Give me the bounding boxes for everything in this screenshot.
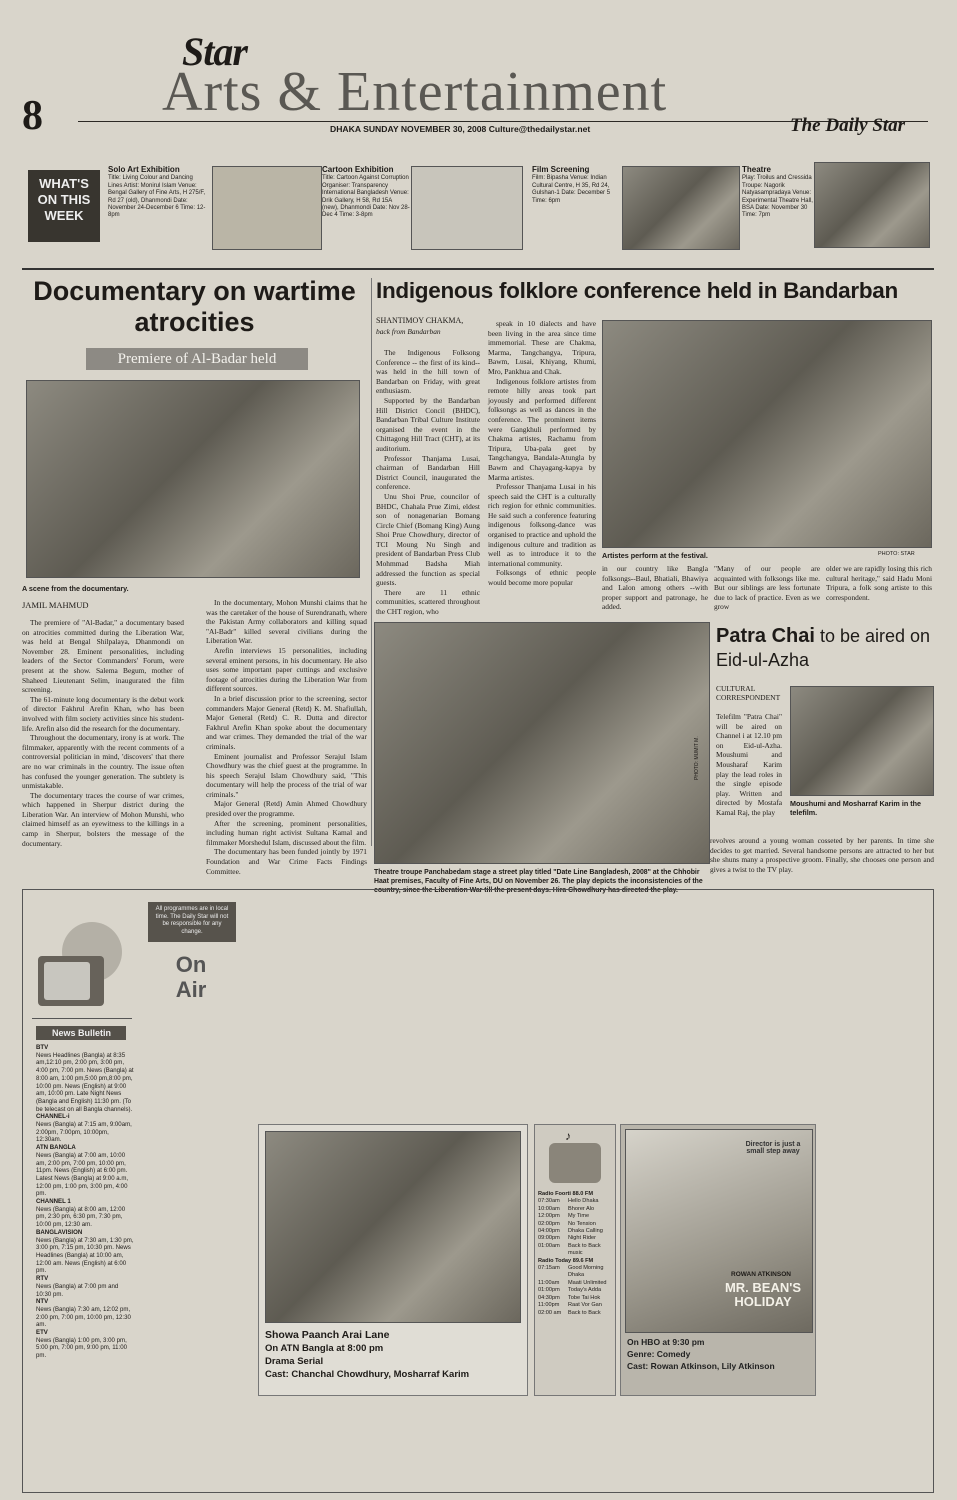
schedule-col-2 — [254, 892, 364, 1132]
promo-drama-photo — [265, 1131, 521, 1323]
folk-caption: Artistes perform at the festival. — [602, 551, 708, 560]
schedule-title: Maati Unlimited — [568, 1279, 607, 1286]
on-air-note: All programmes are in local time. The Daily Star will not be responsible for any change. — [148, 902, 236, 942]
doc-headline: Documentary on wartime atrocities — [33, 276, 356, 337]
schedule-row — [538, 1287, 616, 1294]
schedule-row — [538, 1243, 616, 1258]
promo-drama-line-2: Drama Serial — [265, 1356, 324, 1367]
doc-photo — [26, 380, 360, 578]
promo-drama-line-1: On ATN Bangla at 8:00 pm — [265, 1343, 384, 1354]
folk-photo — [602, 320, 932, 548]
folk-column-5: older we are rapidly losing this rich cultural heritage," said Hadu Moni Tripura, a folk song artiste to this correspondent. — [826, 564, 932, 602]
doc-kicker: Premiere of Al-Badar held — [86, 348, 308, 370]
section-title: Arts & Entertainment — [162, 61, 668, 123]
schedule-time: 10:00am — [538, 1205, 560, 1212]
doc-byline: JAMIL MAHMUD — [22, 600, 89, 610]
schedule-time: 07:15am — [538, 1265, 560, 1272]
schedule-row — [538, 1213, 616, 1220]
patra-photo — [790, 686, 934, 796]
schedule-time: 02:00 am — [538, 1309, 562, 1316]
folk-credit: PHOTO: STAR — [878, 551, 915, 557]
promo-drama-line-3: Cast: Chanchal Chowdhury, Mosharraf Karim — [265, 1369, 470, 1380]
schedule-row — [538, 1198, 616, 1205]
promo-bean-title: MR. BEAN'S HOLIDAY — [724, 1280, 802, 1309]
on-air-title: On Air — [175, 952, 207, 1002]
folk-column-1: The Indigenous Folksong Conference -- the first of its kind-- was held in the hill town of Bandarban on Friday, with great enthusiasm. Supported by the Bandarban Hill District Concil (BHDC), Bandarban Tribal Culture Institute organised the event in the Chittagong Hill Tract (CHT), at its auditorium. Professor Thanjama Lusai, chairman of Bandarban Hill District Council, inaugurated the conference. Unu Shoi Prue, councilor of BHDC, Chahala Prue Zimi, eldest son of nonagenarian Bomang Circle Chief (Bomang King) Aung Shoi Prue Chowdhury, director of TCI Moung Nu Singh and president of Bandarban Press Club Mohmmad Badsha Miah addressed the function as special guests. There are 11 ethnic communities, scattered throughout the CHT region, who — [376, 348, 480, 617]
schedule-bottom-4 — [596, 1392, 706, 1492]
schedule-bottom-3 — [482, 1396, 592, 1492]
schedule-time: 12:00pm — [538, 1213, 560, 1220]
schedule-col-3 — [368, 892, 478, 1132]
music-note-icon: ♪ — [565, 1129, 571, 1143]
radio-box — [534, 1124, 616, 1396]
schedule-time: 09:00pm — [538, 1235, 560, 1242]
week-item-theatre: Theatre Play: Troilus and Cressida Troupe: Nagorik Natyasampradaya Venue: Experimental Theatre Hall, BSA Date: November 30 Time: 7pm — [742, 165, 813, 219]
schedule-title: Today's Adda — [568, 1287, 602, 1294]
section-rule — [22, 268, 934, 270]
week-item-cartoon: Cartoon Exhibition Title: Cartoon Against Corruption Organiser: Transparency International Bangladesh Venue: Drik Gallery, H 58, Rd 15A (new), Dhanmondi Date: Nov 28-Dec 4 Time: 3-8pm — [322, 165, 410, 219]
schedule-time: 07:30am — [538, 1198, 560, 1205]
promo-bean-line-3: Cast: Rowan Atkinson, Lily Atkinson — [627, 1361, 775, 1371]
schedule-title: No Tension — [568, 1220, 596, 1227]
doc-caption: A scene from the documentary. — [22, 584, 129, 593]
schedule-title: Night Rider — [568, 1235, 596, 1242]
schedule-title: Good Morning Dhaka — [568, 1265, 604, 1279]
schedule-col-1 — [140, 1018, 252, 1488]
column-divider — [371, 278, 372, 846]
schedule-time: 11:00pm — [538, 1302, 560, 1309]
art-exhibition-photo — [212, 166, 322, 250]
schedule-bottom-2 — [368, 1396, 478, 1492]
doc-column-2: In the documentary, Mohon Munshi claims that he was the caretaker of the house of Surendranath, where the Pakistan Army collaborators and killing squad "Al-Badr" killed several civilians during the Liberation War. Arefin interviews 15 personalities, including several eminent persons, in his documentary. He also uses some important paper cuttings and exclusive footage of atrocities during the Liberation War from different sources. In a brief discussion prior to the screening, sector commanders Major General (Retd) K. M. Shafiullah, Major General (Retd) C. R. Dutta and director Fakhrul Arefin Khan spoke about the documentary and war crimes. They demanded the trial of the war criminals. Eminent journalist and Professor Serajul Islam Chowdhury was the chief guest at the programme. In his speech Serajul Islam Chowdhury said, "This documentary will help the process of the trial of war criminals." Major General (Retd) Amin Ahmed Chowdhury presided over the programme. After the screening, prominent personalities, including human right activist Sultana Kamal and filmmaker Morshedul Islam, discussed about the film. The documentary has been funded jointly by 1971 Foundation and War Crime Facts Findings Committee. — [206, 598, 367, 876]
schedule-time: 04:30pm — [538, 1294, 560, 1301]
schedule-col-6 — [708, 890, 820, 1132]
week-item-title: Solo Art Exhibition — [108, 165, 180, 174]
schedule-title: My Time — [568, 1213, 590, 1220]
news-bulletin-label: News Bulletin — [36, 1026, 126, 1040]
schedule-row — [538, 1235, 616, 1242]
page-number: 8 — [22, 93, 43, 139]
folk-byline-2: back from Bandarban — [376, 327, 441, 336]
schedule-title: Back to Back — [568, 1309, 601, 1316]
patra-tail: revolves around a young woman cosseted by her parents. In time she decides to get married. Several handsome persons are attracted to her but she shuns many a prospective groom. Finally, she chooses one person and gives a twist to the TV play. — [710, 836, 934, 874]
doc-article — [22, 272, 367, 902]
schedule-title: Raat Vor Gan — [568, 1302, 602, 1309]
promo-bean-tagline: Director is just a small step away — [745, 1141, 801, 1155]
folk-headline: Indigenous folklore conference held in Bandarban — [376, 278, 898, 303]
schedule-time: 01:00am — [538, 1242, 560, 1249]
schedule-row — [538, 1295, 616, 1302]
schedule-row — [538, 1228, 616, 1235]
whats-on-label: WHAT'S ON THIS WEEK — [28, 170, 100, 242]
folk-column-2: speak in 10 dialects and have been living in the area since time immemorial. These are Chakma, Marma, Tangchangya, Tripura, Bawm, Lusai, Khiyang, Khumi, Mro, Pankhua and Chak. Indigenous folklore artistes from remote hilly areas took part joyously and performed different folksongs as well as dances in the conference. The prominent items were Gangkhuli performed by Chakma artistes, Rachamu from Tripura, Uba-pala geet by Tangchangya, Bandala-Atungla by Bawm and Chayagang-kapya by Marma artistes. Professor Thanjama Lusai in his speech said the CHT is a culturally rich region for ethnic communities. He said such a conference featuring indigenous folksong-dance was organised to practice and uphold the indigenous culture and tradition as well as to introduce it to the international community. Folksongs of ethnic people would become more popular — [488, 319, 596, 588]
on-air-frame-line — [32, 1018, 132, 1019]
theatre-troupe-photo — [374, 622, 710, 864]
week-item-film: Film Screening Film: Bipasha Venue: Indian Cultural Centre, H 35, Rd 24, Gulshan-1 Date: December 5 Time: 6pm — [532, 165, 611, 204]
news-bulletin-list: BTV News Headlines (Bangla) at 8:35 am,12:10 pm, 2:00 pm, 3:00 pm, 4:00 pm, 7:00 pm. News (Bangla) at 8:00 am, 1:00 pm,5:00 pm,8:00 pm, 10:00 pm. News (English) at 9:00 am, 10:00 pm. Late Night News (Bangla and English) 11:30 pm. (To be telecast on all Bangla channels). CHANNEL-i News (Bangla) at 7:15 am, 9:00am, 2:00pm, 7:00pm, 10:00pm, 12:30am. ATN BANGLA News (Bangla) at 7:00 am, 10:00 am, 2:00 pm, 7:00 pm, 10:00 pm, 11pm. News (English) at 6:00 pm. Latest News (Bangla) at 9:00 a.m, 12:00 pm, 1:00 pm, 3:00 pm, 4:00 pm. CHANNEL 1 News (Bangla) at 8:00 am, 12:00 pm, 2:30 pm, 6:30 pm, 7:30 pm, 10:00 pm, 12:30 am. BANGLAVISION News (Bangla) at 7:30 am, 1:30 pm, 3:00 pm, 7:15 pm, 10:30 pm. News Headlines (Bangla) at 10:00 am, 12:00 am. News (English) at 6:00 pm. RTV News (Bangla) at 7:00 pm and 10:30 pm. NTV News (Bangla) 7:30 am, 12:02 pm, 2:00 pm, 7:00 pm, 10:00 pm, 12:30 am. ETV News (Bangla) 1:00 pm, 3:00 pm, 5:00 pm, 7:00 pm, 9:00 pm, 11:00 pm. — [36, 1044, 134, 1360]
schedule-row — [538, 1280, 616, 1287]
schedule-title: Tobe Tai Hok — [568, 1294, 601, 1301]
daily-star-logo: The Daily Star — [790, 115, 906, 136]
schedule-title: Hello Dhaka — [568, 1198, 599, 1205]
tv-screen — [44, 962, 90, 1000]
schedule-col-7 — [822, 890, 930, 1490]
promo-drama-title: Showa Paanch Arai Lane — [265, 1329, 390, 1341]
schedule-time: 01:00pm — [538, 1287, 560, 1294]
folk-byline: SHANTIMOY CHAKMA, — [376, 316, 464, 325]
promo-bean-line-1: On HBO at 9:30 pm — [627, 1337, 705, 1347]
schedule-row — [538, 1265, 616, 1280]
masthead — [0, 0, 957, 150]
schedule-title: Dhaka Calling — [568, 1228, 603, 1235]
patra-article — [710, 622, 934, 902]
doc-column-1: The premiere of "Al-Badar," a documentary based on atrocities committed during the Liberation War, was held at Bengal Shilpalaya, Dhanmondi on November 28. Eminent personalities, including leaders of the Sector Commanders' Forum, were present at the show. Salema Begum, mother of Shaheed Lieutenant Selim, inaugurated the film screening. The 61-minute long documentary is the debut work of director Fakhrul Arefin Khan, who has been involved with film society activities since his student-life. Arefin also did the research for the documentary. Throughout the documentary, irony is at work. The filmmaker, apparently with the recent comments of a controversial politician in mind, 'discovers' that there are no war criminals in the country. The issue often has confused the younger generation. The subtlety is unmistakable. The documentary traces the course of war crimes, which happened in Sherpur district during the Liberation War. An interview of Mohon Munshi, who claimed himself as an eyewitness to the killings in a camp in Sherpur, bolsters the message of the documentary. — [22, 618, 184, 848]
promo-bean-actor: ROWAN ATKINSON — [731, 1271, 791, 1278]
patra-caption: Moushumi and Mosharraf Karim in the telefilm. — [790, 799, 921, 817]
schedule-row — [538, 1221, 616, 1228]
promo-bean — [620, 1124, 816, 1396]
schedule-col-5 — [596, 890, 706, 1132]
folk-article — [374, 272, 934, 617]
schedule-col-4 — [482, 892, 592, 1132]
theatre-photo — [814, 162, 930, 248]
radio-list: Radio Foorti 88.0 FM 07:30am Hello Dhaka 10:00am Bhorer Alo 12:00pm My Time 02:00pm No Tension 04:00pm Dhaka Calling 09:00pm Night Rider 01:00am Back to Back music Radio Today 89.6 FM 07:15am Good Morning Dhaka 11:00am Maati Unlimited 01:00pm Today's Adda 04:30pm Tobe Tai Hok 11:00pm Raat Vor Gan 02:00 am Back to Back — [538, 1191, 616, 1395]
schedule-time: 04:00pm — [538, 1228, 560, 1235]
schedule-time: 11:00am — [538, 1279, 560, 1286]
schedule-bottom-1 — [256, 1396, 366, 1492]
promo-bean-line-2: Genre: Comedy — [627, 1349, 691, 1359]
schedule-time: 02:00pm — [538, 1220, 560, 1227]
schedule-title: Back to Back music — [568, 1242, 601, 1257]
theatre-credit: PHOTO: MUMIT M. — [694, 736, 700, 780]
radio-icon — [549, 1143, 601, 1183]
schedule-row — [538, 1302, 616, 1309]
promo-drama — [258, 1124, 528, 1396]
patra-byline: CULTURAL CORRESPONDENT — [716, 684, 781, 702]
theatre-caption: Theatre troupe Panchabedam stage a street play titled "Date Line Bangladesh, 2008" at the Chhobir Haat premises, Faculty of Fine Arts, DU on November 26. The play depicts the inconsistencies of the country, since the Liberation War till the present days. Hira Chowdhury has directed the play. — [374, 869, 703, 894]
folk-column-3: in our country like Bangla folksongs--Baul, Bhatiali, Bhawiya and Lalon among others --with proper support and patronage, he added. — [602, 564, 708, 612]
whats-on-strip — [26, 158, 930, 256]
week-item-art: Solo Art Exhibition Title: Living Colour and Dancing Lines Artist: Monirul Islam Venue: Bengal Gallery of Fine Arts, H 275/F, Rd 27 (old), Dhanmondi Date: November 24-December 6 Time: 12-8pm — [108, 166, 208, 220]
star-wordmark: Star — [182, 29, 247, 74]
patra-lead: Telefilm "Patra Chai" will be aired on Channel i at 12.10 pm on Eid-ul-Azha. Moushumi and Mousharaf Karim play the lead roles in the single episode play. Written and directed by Mostafa Kamal Raj, the play — [716, 712, 782, 817]
schedule-row — [538, 1206, 616, 1213]
schedule-title: Bhorer Alo — [568, 1205, 595, 1212]
schedule-bottom-5 — [708, 1396, 820, 1492]
cartoon-photo — [411, 166, 523, 250]
schedule-row — [538, 1310, 616, 1317]
dateline: DHAKA SUNDAY NOVEMBER 30, 2008 Culture@thedailystar.net — [330, 124, 591, 134]
patra-headline: Patra Chai to be aired on Eid-ul-Azha — [716, 625, 931, 670]
folk-column-4: "Many of our people are acquainted with folksongs like me. But our siblings are less fortunate due to lack of practice. Even as we grow — [714, 564, 820, 612]
film-photo — [622, 166, 740, 250]
tv-illustration — [34, 920, 144, 1010]
